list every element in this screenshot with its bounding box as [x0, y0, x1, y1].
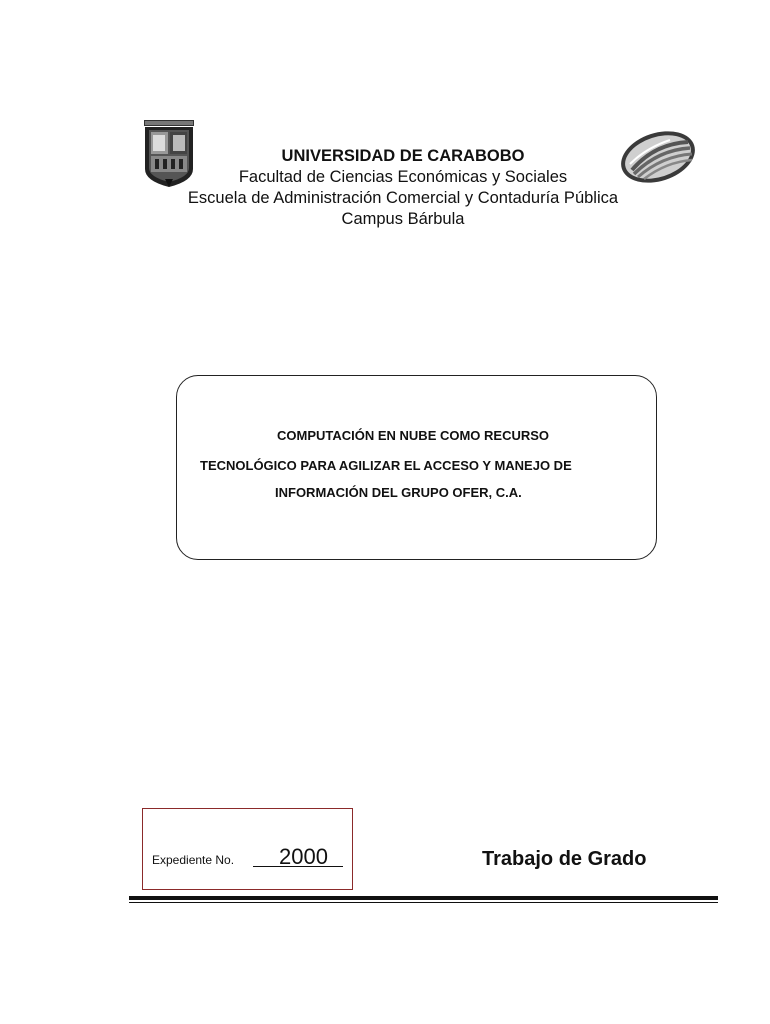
expediente-box	[142, 808, 353, 890]
expediente-label: Expediente No.	[152, 853, 235, 867]
thesis-title-line-3: INFORMACIÓN DEL GRUPO OFER, C.A.	[275, 485, 522, 500]
footer-rule-thin	[129, 902, 718, 903]
faculty-name: Facultad de Ciencias Económicas y Sociales	[238, 168, 568, 186]
institution-header	[100, 146, 706, 230]
university-name: UNIVERSIDAD DE CARABOBO	[281, 147, 525, 165]
school-name: Escuela de Administración Comercial y Contaduría Pública	[187, 189, 619, 207]
thesis-title-line-2: TECNOLÓGICO PARA AGILIZAR EL ACCESO Y MANEJO DE	[200, 458, 572, 473]
footer-rule-thick	[129, 896, 718, 900]
campus-name: Campus Bárbula	[341, 210, 465, 228]
thesis-title-line-1: COMPUTACIÓN EN NUBE COMO RECURSO	[277, 428, 550, 443]
document-type: Trabajo de Grado	[482, 848, 647, 870]
expediente-number: 2000	[279, 844, 328, 869]
thesis-title-box	[176, 375, 657, 560]
